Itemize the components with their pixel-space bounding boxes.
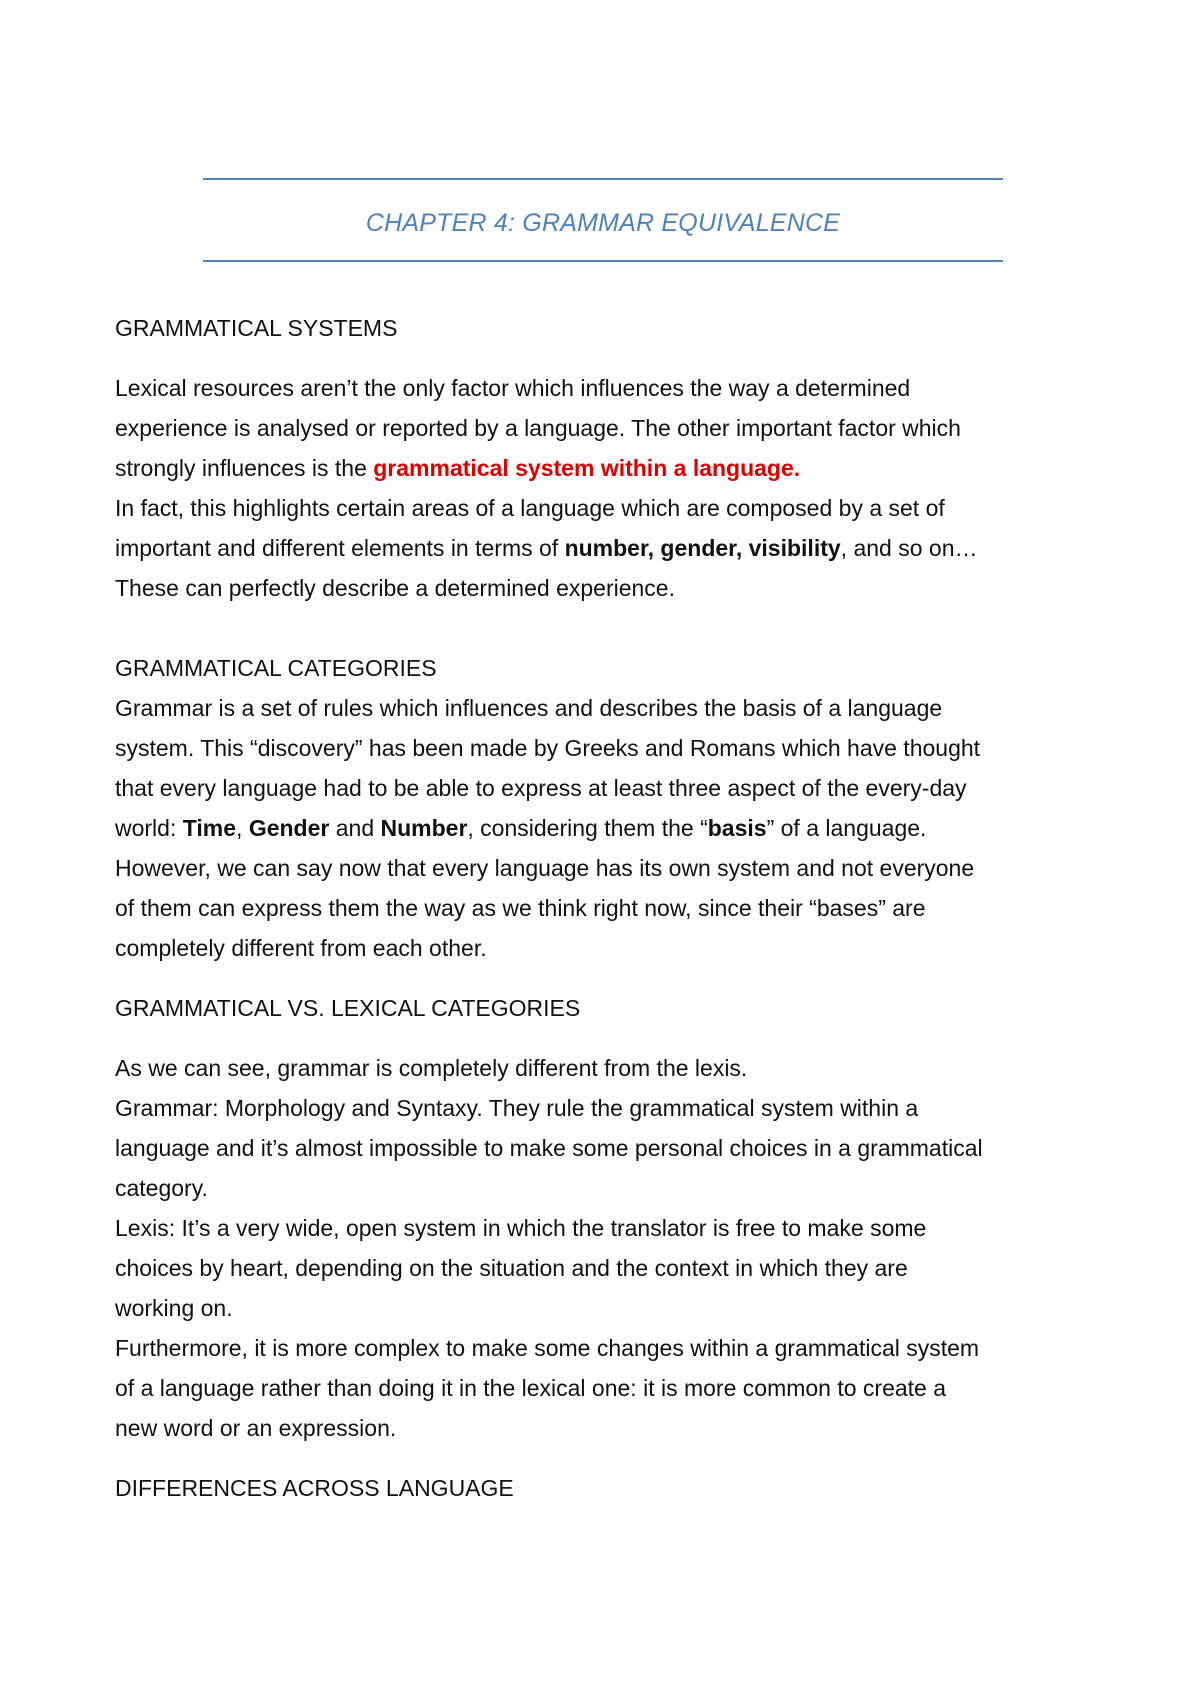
text-line: of them can express them the way as we think right now, since their “bases” are [115,895,926,921]
text-run: , [236,815,249,841]
bold-text: Gender [248,815,330,841]
heading-differences-across-language: DIFFERENCES ACROSS LANGUAGE [115,1475,514,1501]
text-line: In fact, this highlights certain areas of a language which are composed by a set of [115,495,945,521]
text-line: These can perfectly describe a determined experience. [115,575,675,601]
text-line: category. [115,1175,208,1201]
section-grammatical-categories [115,648,1105,968]
text-run: strongly influences is the [115,455,374,481]
bold-text: Time [182,815,237,841]
heading-grammatical-systems: GRAMMATICAL SYSTEMS [115,315,398,341]
text-line: language and it’s almost impossible to make some personal choices in a grammatical [115,1135,983,1161]
highlighted-red-text: grammatical system within a language. [373,455,801,481]
text-line: that every language had to be able to express at least three aspect of the every-day [115,775,967,801]
text-run: important and different elements in terms of [115,535,565,561]
document-body [115,308,1105,1508]
text-run: ” of a language. [766,815,927,841]
text-line: working on. [115,1295,233,1321]
text-line: system. This “discovery” has been made by Greeks and Romans which have thought [115,735,981,761]
chapter-title: CHAPTER 4: GRAMMAR EQUIVALENCE [365,209,841,237]
heading-grammatical-categories: GRAMMATICAL CATEGORIES [115,655,437,681]
text-line: experience is analysed or reported by a language. The other important factor which [115,415,961,441]
section-grammatical-vs-lexical [115,1048,1105,1448]
bold-text: basis [707,815,767,841]
text-line [115,808,1105,848]
text-line: choices by heart, depending on the situation and the context in which they are [115,1255,908,1281]
text-line: completely different from each other. [115,935,487,961]
text-line: Lexis: It’s a very wide, open system in which the translator is free to make some [115,1215,927,1241]
text-line: of a language rather than doing it in the lexical one: it is more common to create a [115,1375,947,1401]
paragraph-lexical-resources [115,368,1105,608]
bold-text: number, gender, visibility [564,535,841,561]
text-line: As we can see, grammar is completely different from the lexis. [115,1055,748,1081]
text-run: and [329,815,381,841]
text-run: , considering them the “ [467,815,708,841]
text-line: Lexical resources aren’t the only factor which influences the way a determined [115,375,911,401]
bold-text: Number [380,815,468,841]
text-line [115,448,1105,488]
text-line: Grammar is a set of rules which influences and describes the basis of a language [115,695,943,721]
text-run: world: [115,815,183,841]
chapter-title-block [203,178,1003,262]
text-line: new word or an expression. [115,1415,397,1441]
heading-grammatical-vs-lexical: GRAMMATICAL VS. LEXICAL CATEGORIES [115,995,581,1021]
title-top-rule [203,178,1003,180]
text-line: Furthermore, it is more complex to make some changes within a grammatical system [115,1335,980,1361]
text-line [115,528,1105,568]
text-run: , and so on… [840,535,978,561]
text-line: However, we can say now that every language has its own system and not everyone [115,855,975,881]
title-bottom-rule [203,260,1003,262]
text-line: Grammar: Morphology and Syntaxy. They rule the grammatical system within a [115,1095,919,1121]
